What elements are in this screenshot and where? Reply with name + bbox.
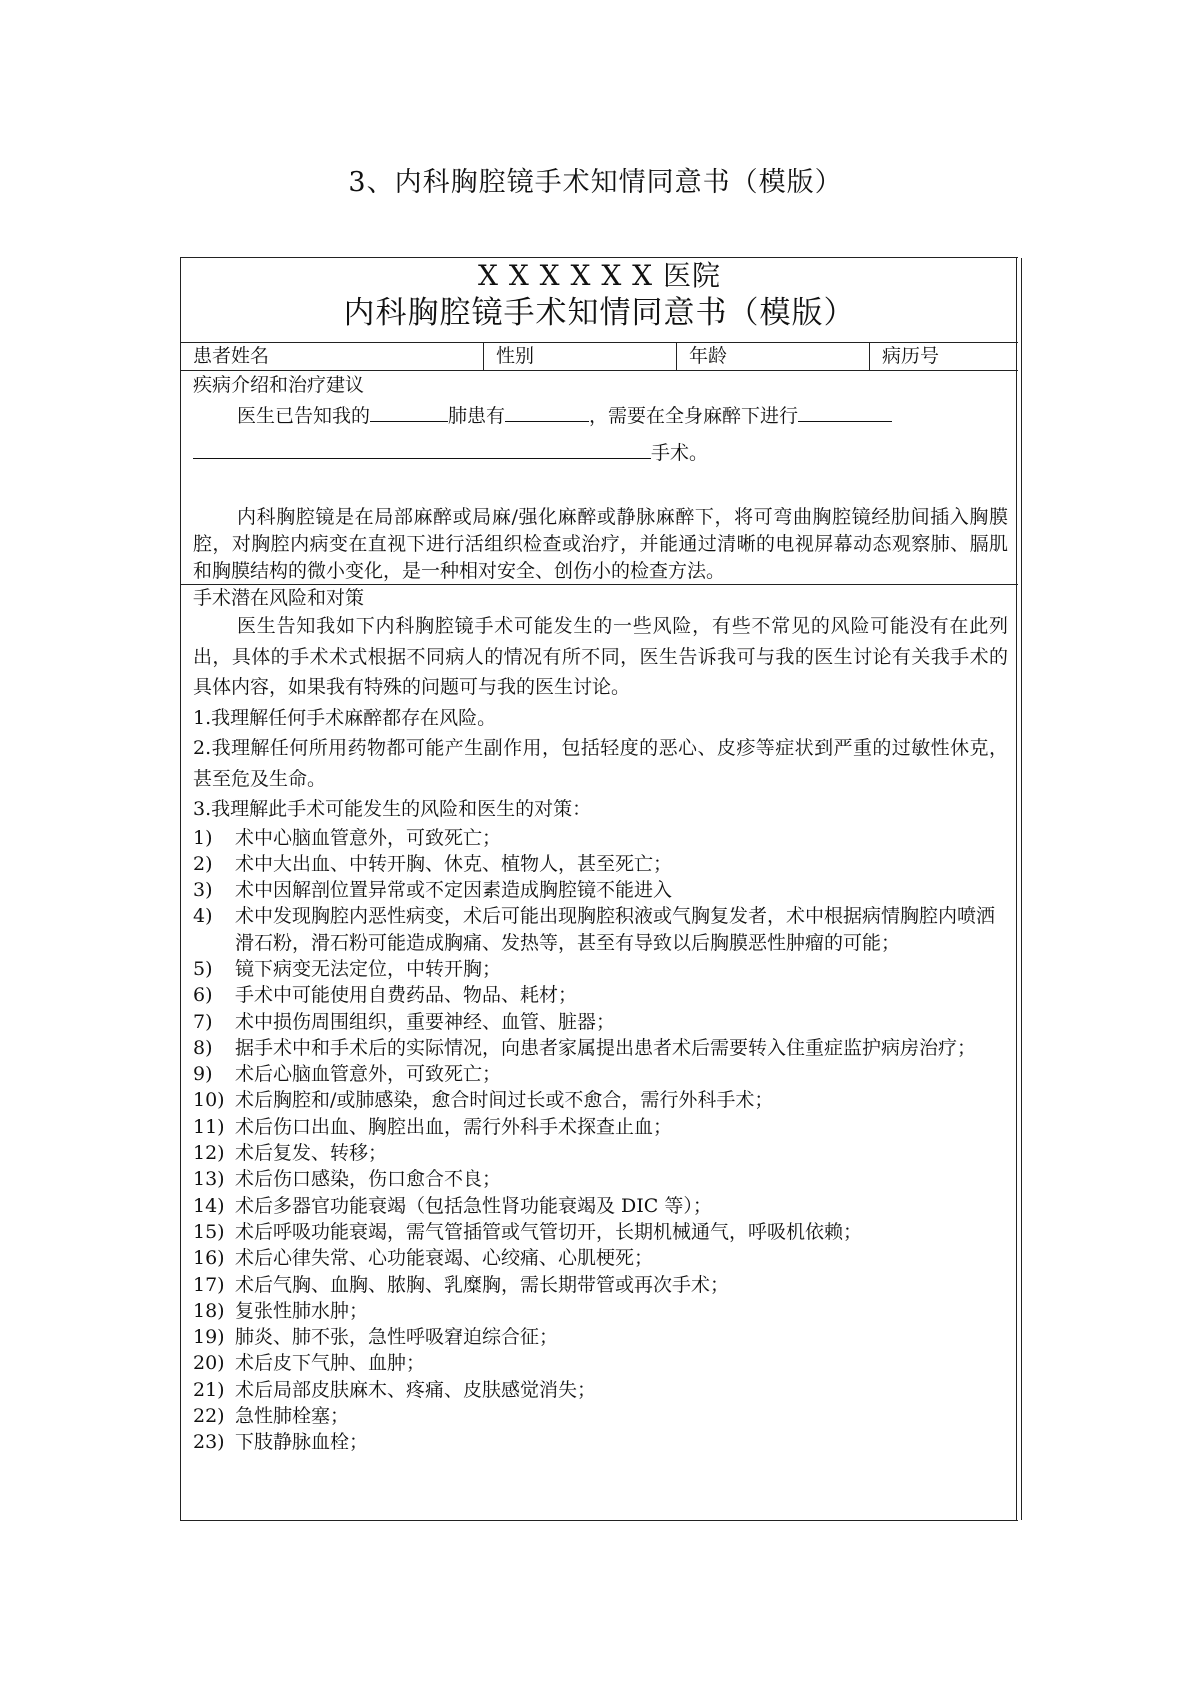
fill-in-line-1 (193, 399, 1008, 433)
consent-form-table (180, 257, 1018, 1521)
risk-text: 手术中可能使用自费药品、物品、耗材； (235, 984, 578, 1007)
risk-item (193, 956, 1008, 982)
point-1: 1.我理解任何手术麻醉都存在风险。 (193, 706, 497, 729)
risk-number: 18) (193, 1299, 225, 1322)
risk-item (193, 1429, 1008, 1455)
risk-text: 急性肺栓塞； (235, 1405, 350, 1428)
fill-text-1: 医生已告知我的 (237, 405, 371, 427)
risk-text: 术后多器官功能衰竭（包括急性肾功能衰竭及 DIC 等）； (235, 1194, 712, 1217)
form-title: 内科胸腔镜手术知情同意书（模版） (343, 295, 856, 331)
risk-item (193, 1166, 1008, 1192)
risk-text: 据手术中和手术后的实际情况，向患者家属提出患者术后需要转入住重症监护病房治疗； (235, 1036, 977, 1059)
risk-item (193, 1114, 1008, 1140)
risk-item (193, 1009, 1008, 1035)
point-3: 3.我理解此手术可能发生的风险和医生的对策： (193, 798, 592, 820)
risk-text: 术后局部皮肤麻木、疼痛、皮肤感觉消失； (235, 1378, 597, 1401)
risk-text: 肺炎、肺不张，急性呼吸窘迫综合征； (235, 1326, 559, 1349)
risk-text: 术后皮下气肿、血肿； (235, 1352, 426, 1375)
section-title-disease: 疾病介绍和治疗建议 (193, 374, 365, 396)
risk-text: 术后心脑血管意外，可致死亡； (235, 1063, 502, 1086)
risk-number: 20) (193, 1352, 225, 1375)
risk-item (193, 1350, 1008, 1376)
risk-number: 12) (193, 1142, 225, 1165)
blank-side[interactable] (370, 401, 448, 422)
risk-item (193, 1035, 1008, 1061)
risk-text: 术中损伤周围组织，重要神经、血管、脏器； (235, 1010, 616, 1033)
hospital-name: X X X X X X 医院 (477, 259, 721, 292)
risk-number: 17) (193, 1273, 225, 1296)
risk-item (193, 1377, 1008, 1403)
risk-number: 13) (193, 1168, 225, 1191)
risk-text: 术中心脑血管意外，可致死亡； (235, 826, 502, 849)
risk-section (181, 585, 1018, 1456)
blank-procedure-2[interactable] (193, 438, 651, 459)
section-title-risk: 手术潜在风险和对策 (193, 587, 365, 609)
risk-item (193, 1298, 1008, 1324)
risk-item (193, 1087, 1008, 1113)
fill-text-4: 手术。 (651, 442, 709, 464)
risk-text: 复张性肺水肿； (235, 1299, 369, 1322)
risk-item (193, 1219, 1008, 1245)
patient-name-cell[interactable]: 患者姓名 (181, 343, 484, 370)
risk-item (193, 851, 1008, 877)
risk-text: 术后气胸、血胸、脓胸、乳糜胸，需长期带管或再次手术； (235, 1273, 730, 1296)
document-title: 3、内科胸腔镜手术知情同意书（模版） (348, 167, 843, 198)
risk-number: 8) (193, 1036, 213, 1059)
point-2: 2.我理解任何所用药物都可能产生副作用，包括轻度的恶心、皮疹等症状到严重的过敏性休克，甚至危及生命。 (193, 737, 1008, 790)
risk-item (193, 1193, 1008, 1219)
risk-number: 19) (193, 1326, 225, 1349)
risk-item (193, 982, 1008, 1008)
fill-text-2: 肺患有 (448, 405, 506, 427)
risk-number: 4) (193, 905, 213, 928)
risk-item (193, 1140, 1008, 1166)
risk-number: 23) (193, 1431, 225, 1454)
fill-in-line-2 (193, 436, 1008, 470)
risk-number: 14) (193, 1194, 225, 1217)
risk-text: 镜下病变无法定位，中转开胸； (235, 957, 502, 980)
thoracoscopy-intro: 内科胸腔镜是在局部麻醉或局麻/强化麻醉或静脉麻醉下，将可弯曲胸腔镜经肋间插入胸膜腔，对胸腔内病变在直视下进行活组织检查或治疗，并能通过清晰的电视屏幕动态观察肺、膈肌和胸膜结构的微小变化，是一种相对安全、创伤小的检查方法。 (193, 506, 1008, 582)
fill-text-3: ，需要在全身麻醉下进行 (589, 405, 799, 427)
risk-item (193, 1403, 1008, 1429)
risk-number: 3) (193, 879, 213, 902)
risk-number: 21) (193, 1378, 225, 1401)
risk-text: 术后心律失常、心功能衰竭、心绞痛、心肌梗死； (235, 1247, 654, 1270)
risk-text: 术后胸腔和/或肺感染，愈合时间过长或不愈合，需行外科手术； (235, 1089, 774, 1112)
risk-number: 11) (193, 1115, 225, 1138)
risk-item (193, 1245, 1008, 1271)
risk-text: 下肢静脉血栓； (235, 1431, 369, 1454)
risk-number: 1) (193, 826, 213, 849)
form-header (181, 258, 1018, 343)
risk-item (193, 1324, 1008, 1350)
age-cell[interactable]: 年龄 (677, 343, 870, 370)
record-number-cell[interactable]: 病历号 (882, 345, 940, 367)
risk-number: 6) (193, 984, 213, 1007)
risk-item (193, 1272, 1008, 1298)
risk-number: 10) (193, 1089, 225, 1112)
risk-text: 术后复发、转移； (235, 1142, 388, 1165)
risk-text: 术后伤口感染，伤口愈合不良； (235, 1168, 502, 1191)
disease-intro-section (181, 371, 1018, 585)
risk-item (193, 825, 1008, 851)
blank-disease[interactable] (505, 401, 589, 422)
risk-number: 15) (193, 1220, 225, 1243)
risk-number: 2) (193, 852, 213, 875)
blank-procedure-1[interactable] (798, 401, 892, 422)
risk-number: 22) (193, 1405, 225, 1428)
risk-text: 术中因解剖位置异常或不定因素造成胸腔镜不能进入 (235, 879, 673, 902)
risk-list (193, 825, 1008, 1456)
risk-text: 术中发现胸腔内恶性病变，术后可能出现胸腔积液或气胸复发者，术中根据病情胸腔内喷洒滑石粉，滑石粉可能造成胸痛、发热等，甚至有导致以后胸膜恶性肿瘤的可能； (235, 905, 996, 954)
risk-intro: 医生告知我如下内科胸腔镜手术可能发生的一些风险，有些不常见的风险可能没有在此列出，具体的手术术式根据不同病人的情况有所不同，医生告诉我可与我的医生讨论有关我手术的具体内容，如果我有特殊的问题可与我的医生讨论。 (193, 615, 1008, 698)
risk-text: 术后伤口出血、胸腔出血，需行外科手术探查止血； (235, 1115, 673, 1138)
risk-text: 术中大出血、中转开胸、休克、植物人，甚至死亡； (235, 852, 673, 875)
risk-number: 16) (193, 1247, 225, 1270)
risk-item (193, 903, 1008, 956)
gender-cell[interactable]: 性别 (484, 343, 677, 370)
risk-number: 5) (193, 957, 213, 980)
risk-item (193, 1061, 1008, 1087)
risk-text: 术后呼吸功能衰竭，需气管插管或气管切开，长期机械通气，呼吸机依赖； (235, 1220, 863, 1243)
risk-number: 9) (193, 1063, 213, 1086)
risk-item (193, 877, 1008, 903)
patient-info-row (181, 343, 1018, 371)
risk-number: 7) (193, 1010, 213, 1033)
